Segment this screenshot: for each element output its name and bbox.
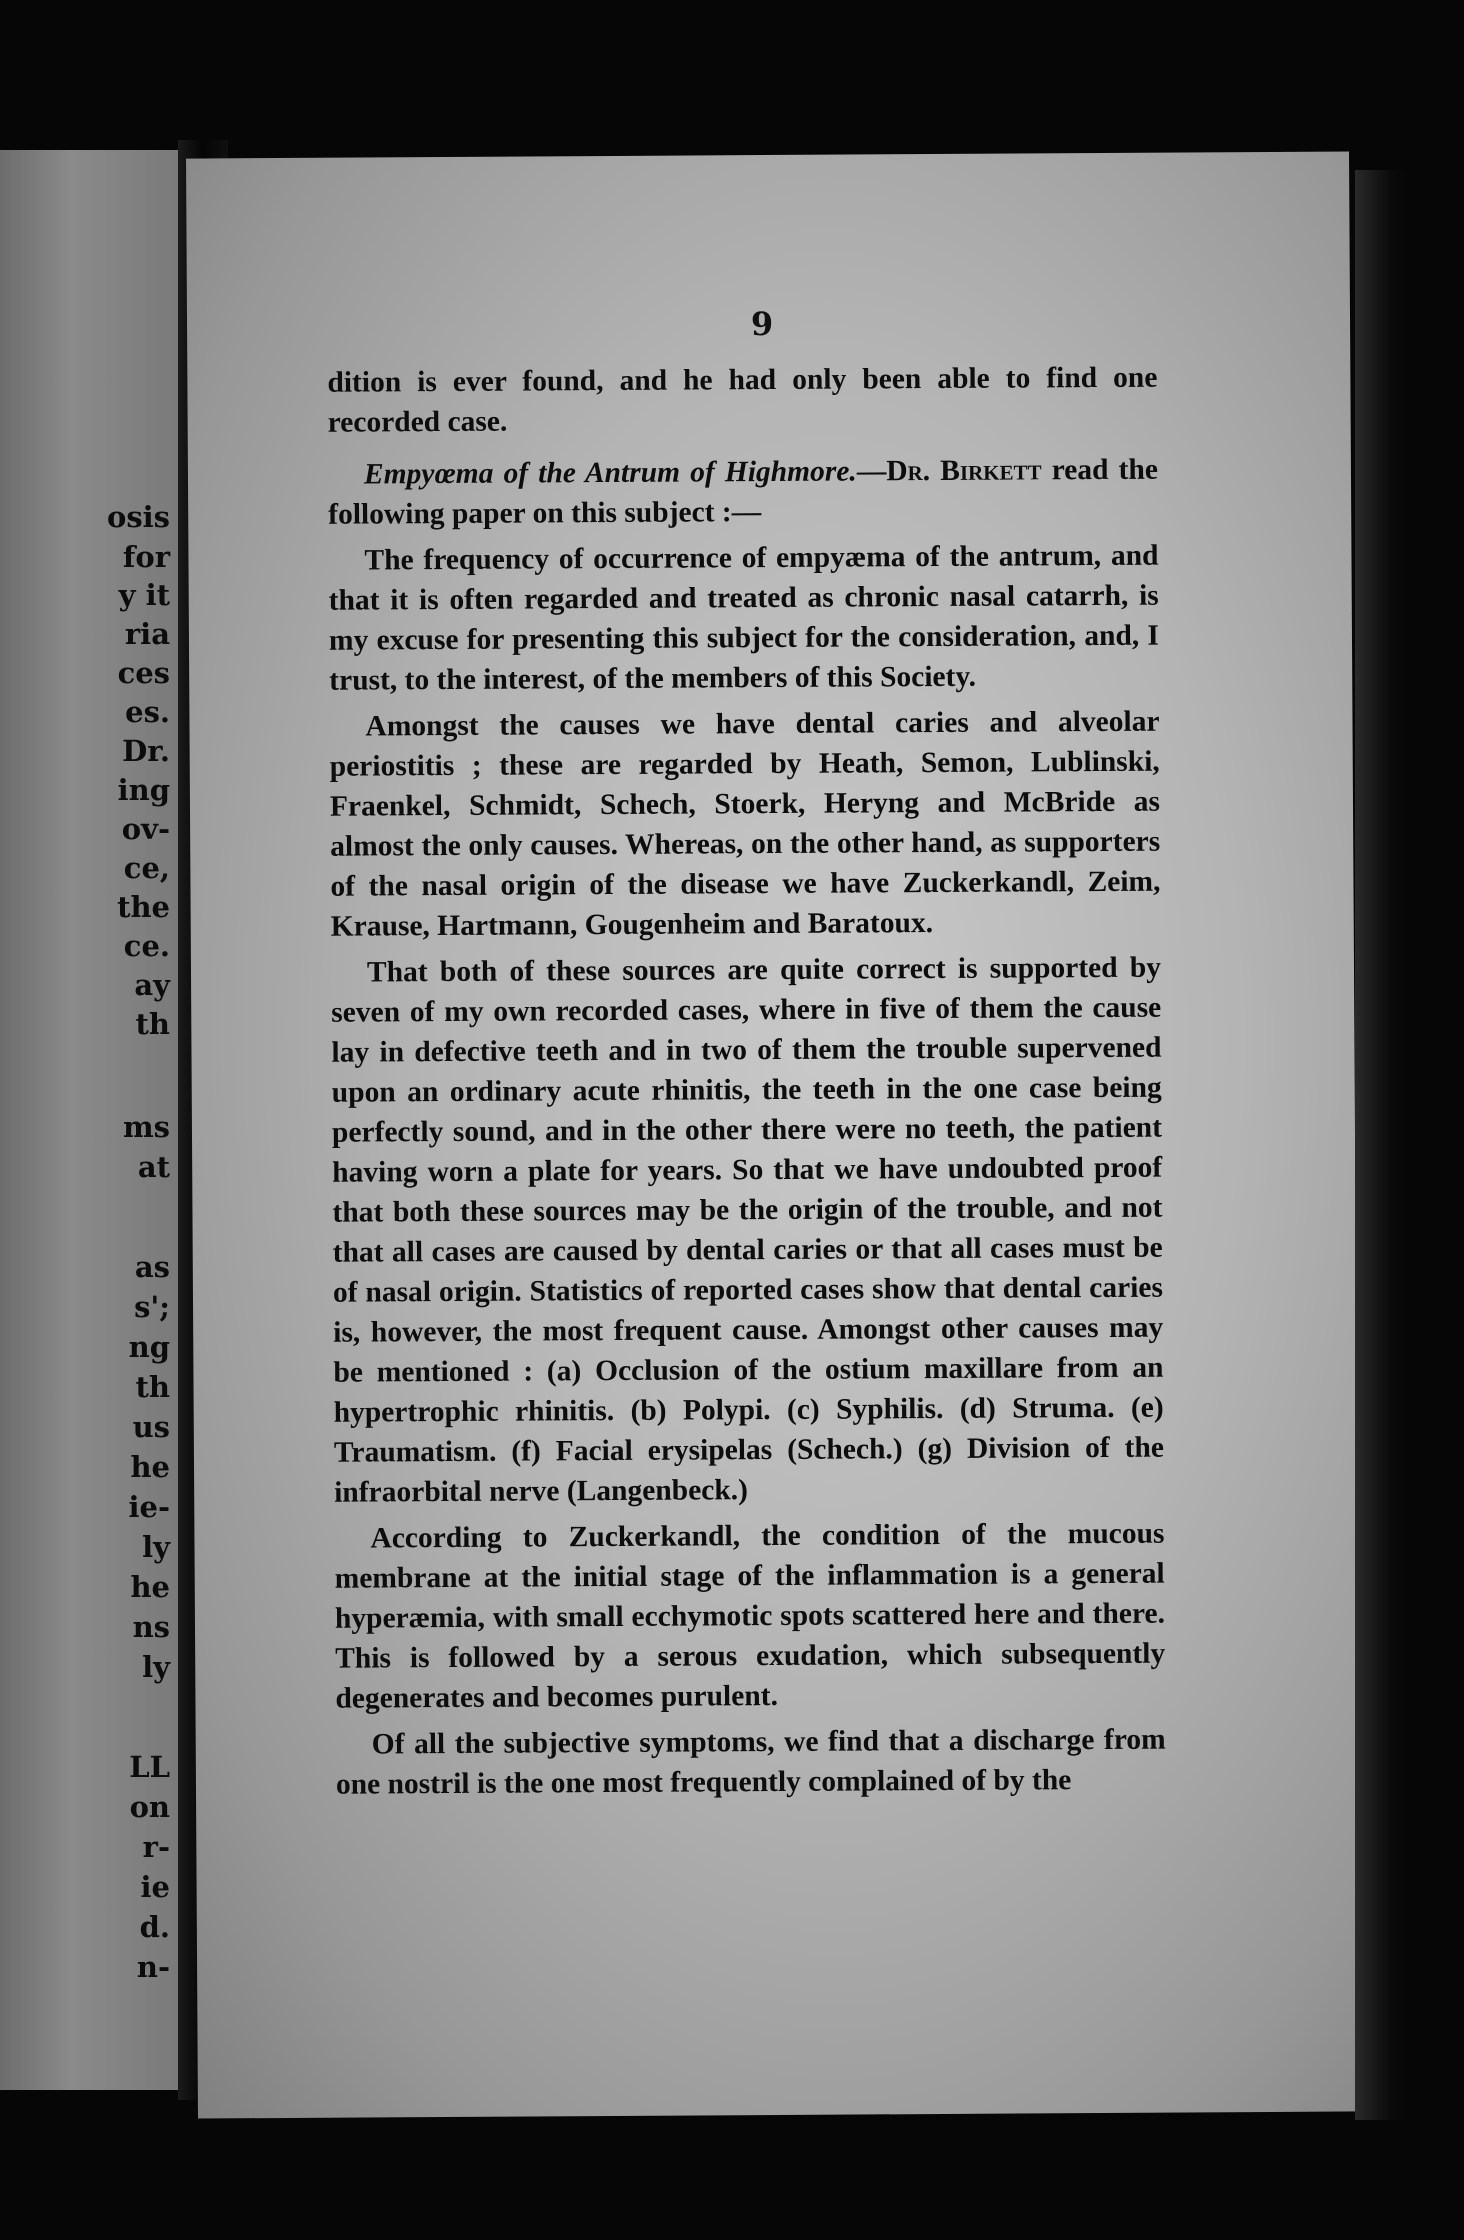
left-fragment: he [130,1570,170,1604]
left-fragment: es. [125,695,170,729]
left-fragment: y it [118,578,170,612]
intro-rest: read the following paper on this subject :— [328,453,1159,531]
left-fragment: ay [134,968,170,1002]
left-fragment: ria [124,617,170,651]
main-page [186,151,1361,2118]
speaker-name: Dr. Birkett [886,454,1042,488]
left-fragment: th [135,1370,170,1404]
left-fragment: for [122,540,170,574]
left-fragment: he [130,1450,170,1484]
section-intro-paragraph [328,450,1158,535]
paragraph: That both of these sources are quite correct is supported by seven of my own recorded cases, where in five of them the cause lay in defective teeth and in two of them the trouble supervened upon an ordinary acute rhinitis, the teeth in the one case being perfectly sound, and in the other there were no teeth, the patient having worn a plate for years. So that we have undoubted proof that both these sources may be the origin of the trouble, and not that all cases are caused by dental caries or that all cases must be of nasal origin. Statistics of reported cases show that dental caries is, however, the most frequent cause. Amongst other causes may be mentioned : (a) Occlusion of the ostium maxillare from an hypertrophic rhinitis. (b) Polypi. (c) Syphilis. (d) Struma. (e) Traumatism. (f) Facial erysipelas (Schech.) (g) Division of the infraorbital nerve (Langenbeck.) [331,951,1165,1509]
left-fragment: d. [139,1910,170,1944]
left-fragment: r- [142,1830,170,1864]
page-edge-shadow [1355,170,1415,2120]
section-heading: Empyœma of the Antrum of Highmore. [363,455,857,491]
paragraph: Amongst the causes we have dental caries and alveolar periostitis ; these are regarded by Heath, Semon, Lublinski, Fraenkel, Schmidt, Schech, Stoerk, Heryng and McBride as almost the only causes. Whereas, on the other hand, as supporters of the nasal origin of the disease we have Zuckerkandl, Zeim, Krause, Hartmann, Gougenheim and Baratoux. [329,705,1161,943]
page-number: 9 [750,304,774,344]
left-fragment: Dr. [122,734,170,768]
left-fragment: osis [106,500,170,534]
left-fragment: ly [142,1650,170,1684]
left-fragment: th [135,1007,170,1041]
left-fragment: ng [128,1330,170,1364]
left-fragment: n- [136,1950,170,1984]
left-fragment: ms [122,1110,170,1144]
left-fragment: ing [117,773,170,807]
heading-dash: — [856,455,887,488]
paragraph: The frequency of occurrence of empyæma of the antrum, and that it is often regarded and treated as chronic nasal catarrh, is my excuse for presenting this subject for the consideration, and, I trust, to the interest, of the members of this Society. [328,539,1160,697]
left-fragment: ce, [123,851,170,885]
left-fragment: s'; [134,1290,170,1324]
left-fragment: ov- [121,812,170,846]
left-fragment: ce. [123,929,170,963]
left-fragment: us [132,1410,170,1444]
left-fragment: ces [117,656,170,690]
left-page-fragment [0,150,178,2090]
left-fragment: LL [129,1750,170,1784]
left-fragment: ie [140,1870,170,1904]
left-fragment: as [134,1250,170,1284]
left-fragment: the [117,890,170,924]
paragraph: Of all the subjective symptoms, we find that a discharge from one nostril is the one most frequently complained of by the [335,1723,1166,1801]
left-fragment: ie- [128,1490,170,1524]
paragraph-continuation: dition is ever found, and he had only been able to find one recorded case. [327,361,1158,439]
paragraph: According to Zuckerkandl, the condition of the mucous membrane at the initial stage of the inflammation is a general hyperæmia, with small ecchymotic spots scattered here and there. This is followed by a serous exudation, which subsequently degenerates and becomes purulent. [334,1517,1166,1715]
left-fragment: ly [142,1530,170,1564]
left-fragment: at [137,1150,170,1184]
body-text [327,358,1166,1811]
left-fragment: ns [132,1610,170,1644]
left-fragment: on [129,1790,170,1824]
